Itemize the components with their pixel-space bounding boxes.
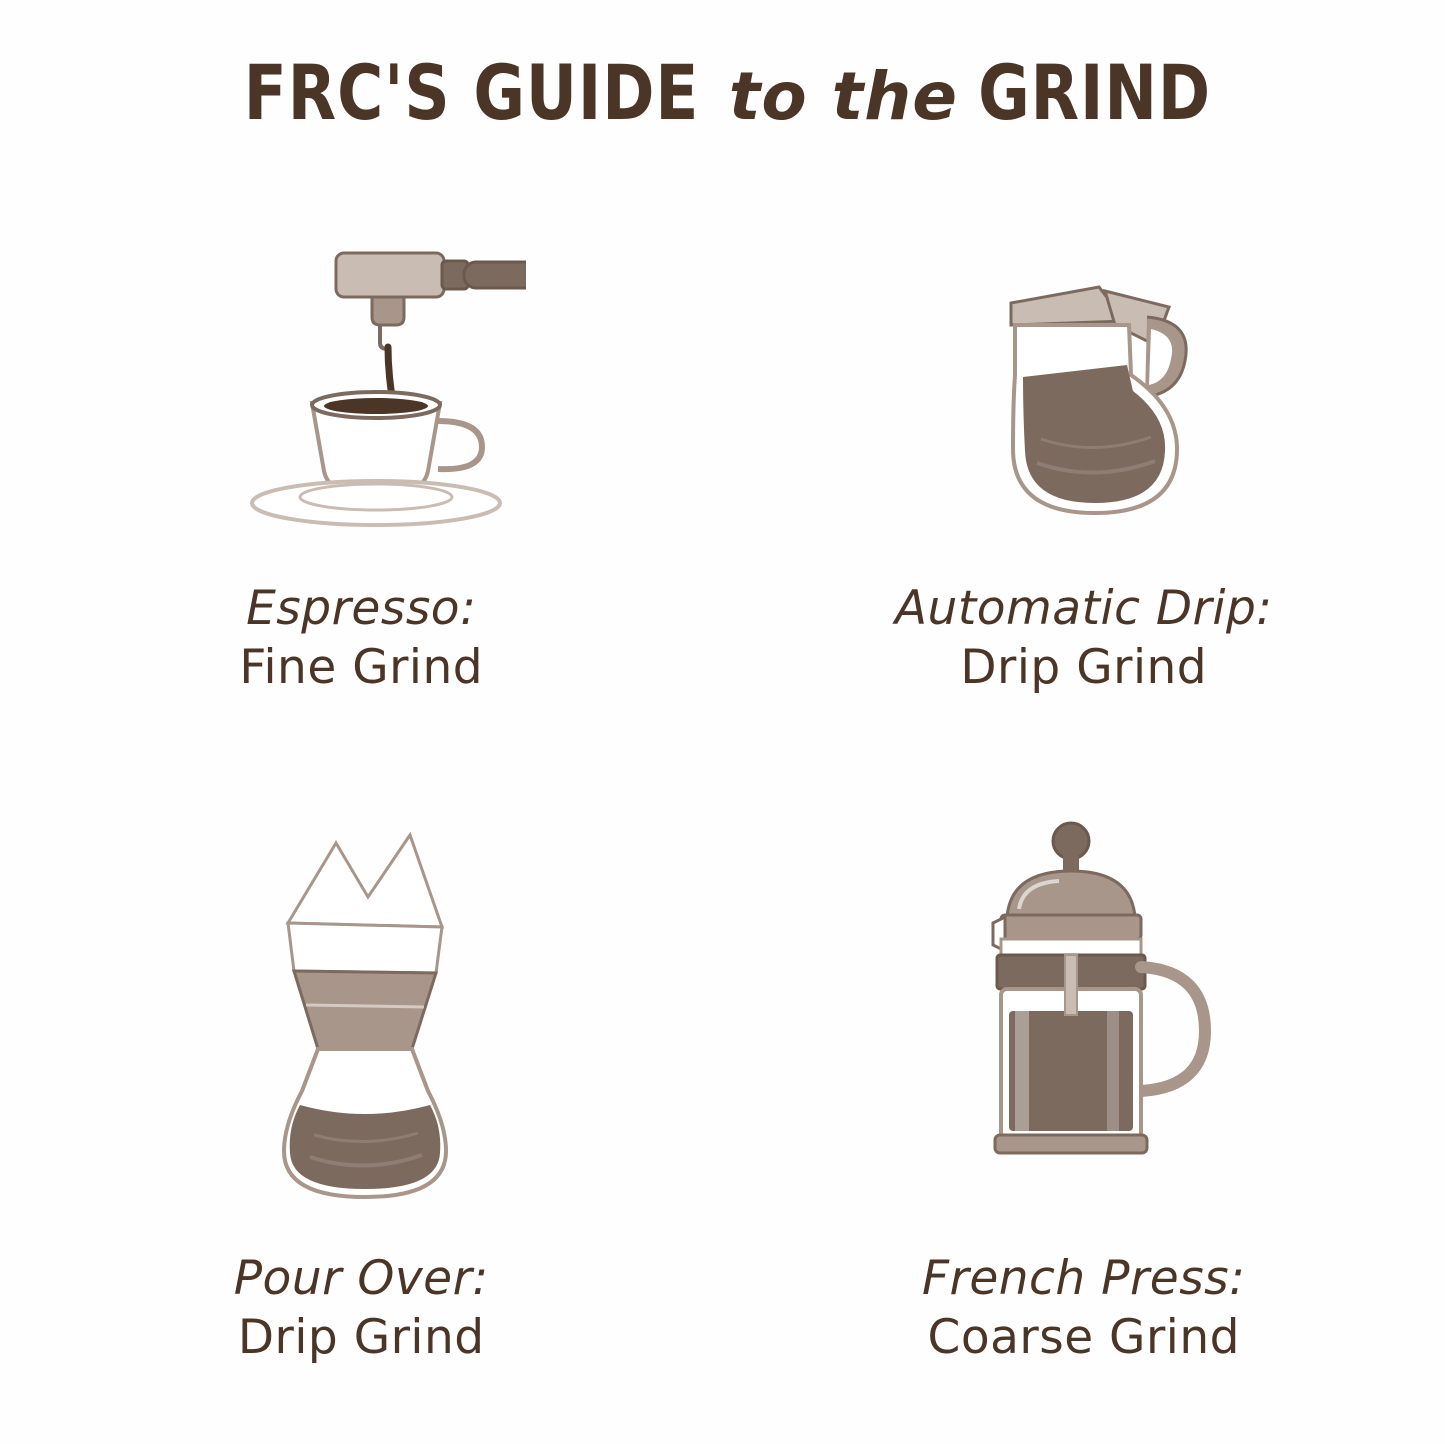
title-part-three: GRIND bbox=[978, 48, 1212, 137]
method-name-pour-over: Pour Over: bbox=[233, 1251, 489, 1306]
page-title bbox=[0, 48, 1445, 137]
caption-automatic-drip bbox=[895, 581, 1273, 696]
caption-pour-over bbox=[234, 1251, 489, 1366]
method-name-french-press: French Press: bbox=[921, 1251, 1246, 1306]
method-name-espresso: Espresso: bbox=[246, 581, 477, 636]
coffee-carafe-icon bbox=[919, 195, 1249, 555]
french-press-icon bbox=[919, 795, 1249, 1225]
grind-type-automatic-drip: Drip Grind bbox=[960, 640, 1208, 696]
method-card-pour-over bbox=[0, 795, 723, 1395]
method-card-french-press bbox=[723, 795, 1445, 1395]
caption-espresso bbox=[239, 581, 483, 696]
pour-over-chemex-icon bbox=[196, 795, 526, 1225]
methods-grid bbox=[0, 195, 1445, 1395]
grind-type-espresso: Fine Grind bbox=[239, 640, 484, 696]
method-card-automatic-drip bbox=[723, 195, 1445, 795]
grind-type-pour-over: Drip Grind bbox=[237, 1310, 485, 1366]
caption-french-press bbox=[922, 1251, 1246, 1366]
grind-type-french-press: Coarse Grind bbox=[927, 1310, 1240, 1366]
method-card-espresso bbox=[0, 195, 723, 795]
espresso-machine-cup-icon bbox=[196, 195, 526, 555]
title-part-one: FRC'S GUIDE bbox=[243, 48, 700, 137]
method-name-automatic-drip: Automatic Drip: bbox=[894, 581, 1273, 636]
title-part-two: to the bbox=[728, 58, 959, 135]
